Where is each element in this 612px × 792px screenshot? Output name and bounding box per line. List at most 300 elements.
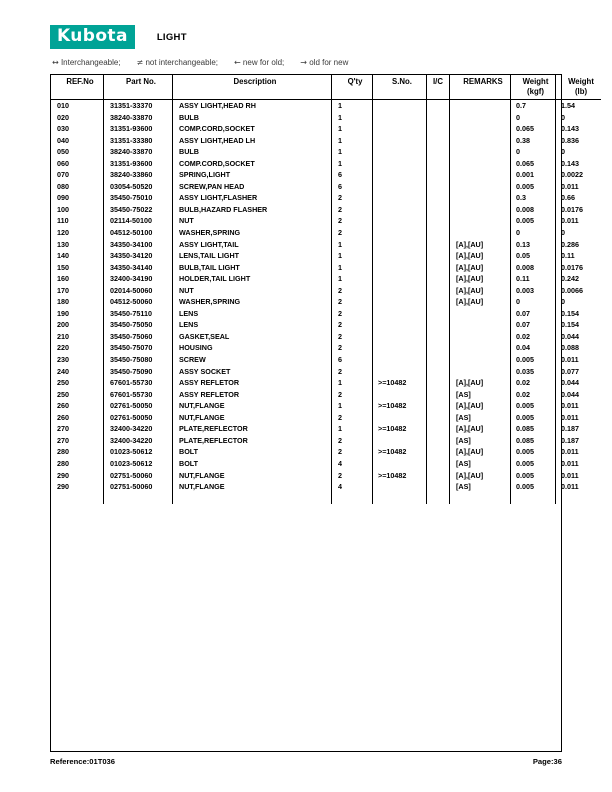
- weight-kgf-line1: Weight: [522, 77, 549, 86]
- cell-serial-no: [373, 366, 427, 378]
- table-row: [51, 435, 601, 447]
- right-arrow-icon: →: [300, 58, 307, 67]
- table-row: [51, 273, 601, 285]
- cell-qty: 1: [332, 400, 373, 412]
- cell-weight-kgf: 0.065: [511, 158, 556, 170]
- parts-table-head: [51, 75, 601, 100]
- table-row: [51, 308, 601, 320]
- cell-ic: [427, 481, 450, 493]
- cell-qty: 1: [332, 123, 373, 135]
- cell-remarks: [A],[AU]: [450, 285, 511, 297]
- cell-description: BOLT: [173, 458, 332, 470]
- cell-serial-no: [373, 215, 427, 227]
- cell-ic: [427, 204, 450, 216]
- table-row: [51, 250, 601, 262]
- cell-weight-lb: 0.187: [556, 423, 602, 435]
- cell-weight-kgf: 0.085: [511, 435, 556, 447]
- cell-ref-no: 260: [57, 401, 69, 411]
- cell-serial-no: >=10482: [373, 470, 427, 482]
- cell-weight-lb: 0.011: [556, 458, 602, 470]
- table-row: [51, 181, 601, 193]
- column-header-qty: Q'ty: [332, 75, 373, 100]
- cell-weight-kgf: 0.13: [511, 239, 556, 251]
- cell-description: PLATE,REFLECTOR: [173, 435, 332, 447]
- cell-description: NUT,FLANGE: [173, 470, 332, 482]
- cell-weight-kgf: 0.05: [511, 250, 556, 262]
- parts-table-container: [50, 74, 594, 752]
- cell-weight-kgf: 0.008: [511, 204, 556, 216]
- cell-weight-lb: 0.011: [556, 446, 602, 458]
- cell-qty: 2: [332, 204, 373, 216]
- table-row: [51, 342, 601, 354]
- table-row: [51, 123, 601, 135]
- cell-qty: 2: [332, 435, 373, 447]
- cell-weight-lb: 0.286: [556, 239, 602, 251]
- cell-ref-no: 140: [57, 251, 69, 261]
- cell-ic: [427, 192, 450, 204]
- cell-description: LENS,TAIL LIGHT: [173, 250, 332, 262]
- cell-serial-no: [373, 239, 427, 251]
- cell-remarks: [A],[AU]: [450, 400, 511, 412]
- cell-qty: 6: [332, 169, 373, 181]
- cell-ic: [427, 169, 450, 181]
- kubota-logo: [50, 25, 135, 49]
- cell-qty: 1: [332, 273, 373, 285]
- legend-item-interchangeable: [52, 58, 121, 67]
- cell-weight-kgf: 0: [511, 146, 556, 158]
- cell-description: BULB,TAIL LIGHT: [173, 262, 332, 274]
- cell-serial-no: [373, 181, 427, 193]
- cell-ic: [427, 435, 450, 447]
- cell-description: SCREW,PAN HEAD: [173, 181, 332, 193]
- cell-serial-no: [373, 123, 427, 135]
- cell-weight-kgf: 0.02: [511, 389, 556, 401]
- cell-part-no: 31351-93600: [104, 158, 173, 170]
- cell-part-no: 34350-34120: [104, 250, 173, 262]
- cell-ref-no: 230: [57, 355, 69, 365]
- cell-ic: [427, 296, 450, 308]
- cell-weight-kgf: 0.035: [511, 366, 556, 378]
- cell-part-no: 34350-34100: [104, 239, 173, 251]
- cell-weight-lb: 0.154: [556, 319, 602, 331]
- legend: [52, 58, 564, 67]
- cell-qty: 2: [332, 285, 373, 297]
- cell-weight-kgf: 0.005: [511, 215, 556, 227]
- table-row: [51, 446, 601, 458]
- cell-ref-no: 080: [57, 181, 69, 191]
- cell-weight-kgf: 0.065: [511, 123, 556, 135]
- cell-serial-no: [373, 296, 427, 308]
- column-header-ic: I/C: [427, 75, 450, 100]
- cell-remarks: [A],[AU]: [450, 262, 511, 274]
- cell-part-no: 67601-55730: [104, 389, 173, 401]
- cell-qty: 1: [332, 135, 373, 147]
- cell-weight-kgf: 0.008: [511, 262, 556, 274]
- parts-table-filler: [51, 493, 601, 505]
- cell-serial-no: >=10482: [373, 423, 427, 435]
- cell-ic: [427, 446, 450, 458]
- cell-qty: 4: [332, 481, 373, 493]
- cell-remarks: [450, 331, 511, 343]
- cell-ref-no: 270: [57, 424, 69, 434]
- cell-part-no: 38240-33870: [104, 146, 173, 158]
- cell-weight-lb: 0.011: [556, 400, 602, 412]
- cell-part-no: 01023-50612: [104, 458, 173, 470]
- cell-remarks: [450, 192, 511, 204]
- cell-weight-lb: 0.011: [556, 215, 602, 227]
- cell-ref-no: 250: [57, 378, 69, 388]
- cell-qty: 1: [332, 239, 373, 251]
- cell-ic: [427, 158, 450, 170]
- table-row: [51, 366, 601, 378]
- table-row: [51, 239, 601, 251]
- cell-part-no: 04512-50060: [104, 296, 173, 308]
- cell-ref-no: 170: [57, 285, 69, 295]
- cell-part-no: 67601-55730: [104, 377, 173, 389]
- legend-label: Interchangeable;: [60, 58, 121, 67]
- bidirectional-arrow-icon: ↔: [52, 58, 59, 67]
- cell-remarks: [AS]: [450, 481, 511, 493]
- cell-part-no: 02751-50060: [104, 470, 173, 482]
- cell-ic: [427, 123, 450, 135]
- cell-ref-no: 190: [57, 308, 69, 318]
- cell-serial-no: [373, 250, 427, 262]
- footer-reference: Reference:01T036: [50, 757, 116, 766]
- cell-remarks: [450, 181, 511, 193]
- cell-weight-lb: 1.54: [556, 100, 602, 112]
- cell-weight-lb: 0.11: [556, 250, 602, 262]
- cell-part-no: 38240-33860: [104, 169, 173, 181]
- filler-cell: [51, 493, 104, 505]
- cell-ref-no: 070: [57, 170, 69, 180]
- cell-serial-no: [373, 227, 427, 239]
- table-row: [51, 169, 601, 181]
- legend-label: new for old;: [242, 58, 285, 67]
- cell-ref-no: 100: [57, 204, 69, 214]
- cell-qty: 4: [332, 458, 373, 470]
- cell-description: COMP.CORD,SOCKET: [173, 158, 332, 170]
- cell-part-no: 02761-50050: [104, 412, 173, 424]
- legend-item-not-interchangeable: [137, 58, 218, 67]
- cell-ref-no: 290: [57, 470, 69, 480]
- footer-page-number: Page:36: [532, 757, 562, 766]
- column-header-ref-no: REF.No: [51, 75, 104, 100]
- cell-remarks: [450, 112, 511, 124]
- cell-part-no: 35450-75060: [104, 331, 173, 343]
- cell-part-no: 38240-33870: [104, 112, 173, 124]
- cell-serial-no: >=10482: [373, 400, 427, 412]
- column-header-remarks: REMARKS: [450, 75, 511, 100]
- cell-weight-kgf: 0.02: [511, 331, 556, 343]
- page-footer: [50, 757, 562, 766]
- cell-ic: [427, 112, 450, 124]
- cell-part-no: 32400-34190: [104, 273, 173, 285]
- cell-ic: [427, 262, 450, 274]
- table-row: [51, 100, 601, 112]
- cell-weight-lb: 0.011: [556, 481, 602, 493]
- cell-ic: [427, 400, 450, 412]
- cell-serial-no: [373, 308, 427, 320]
- cell-qty: 1: [332, 100, 373, 112]
- cell-ref-no: 120: [57, 228, 69, 238]
- cell-part-no: 03054-50520: [104, 181, 173, 193]
- cell-ref-no: 280: [57, 447, 69, 457]
- cell-part-no: 01023-50612: [104, 446, 173, 458]
- cell-remarks: [A],[AU]: [450, 423, 511, 435]
- cell-description: NUT: [173, 215, 332, 227]
- cell-description: NUT,FLANGE: [173, 400, 332, 412]
- cell-ref-no: 160: [57, 274, 69, 284]
- cell-ic: [427, 135, 450, 147]
- column-header-part-no: Part No.: [104, 75, 173, 100]
- cell-ref-no: 200: [57, 320, 69, 330]
- cell-ref-no: 280: [57, 458, 69, 468]
- cell-weight-kgf: 0.005: [511, 412, 556, 424]
- cell-weight-kgf: 0.085: [511, 423, 556, 435]
- cell-serial-no: [373, 135, 427, 147]
- cell-serial-no: [373, 146, 427, 158]
- cell-ic: [427, 146, 450, 158]
- cell-qty: 2: [332, 470, 373, 482]
- cell-weight-kgf: 0.001: [511, 169, 556, 181]
- cell-weight-lb: 0.044: [556, 331, 602, 343]
- cell-weight-lb: 0.242: [556, 273, 602, 285]
- cell-serial-no: [373, 354, 427, 366]
- cell-qty: 2: [332, 389, 373, 401]
- cell-description: ASSY LIGHT,TAIL: [173, 239, 332, 251]
- cell-ic: [427, 470, 450, 482]
- weight-lb-line1: Weight: [568, 77, 594, 86]
- cell-remarks: [A],[AU]: [450, 470, 511, 482]
- cell-qty: 1: [332, 158, 373, 170]
- cell-ic: [427, 354, 450, 366]
- cell-qty: 2: [332, 227, 373, 239]
- cell-description: NUT: [173, 285, 332, 297]
- cell-ref-no: 210: [57, 331, 69, 341]
- table-row: [51, 377, 601, 389]
- table-row: [51, 354, 601, 366]
- cell-weight-kgf: 0.005: [511, 446, 556, 458]
- cell-remarks: [450, 146, 511, 158]
- cell-remarks: [450, 123, 511, 135]
- cell-description: ASSY LIGHT,HEAD LH: [173, 135, 332, 147]
- cell-ref-no: 220: [57, 343, 69, 353]
- cell-part-no: 02751-50060: [104, 481, 173, 493]
- cell-qty: 1: [332, 262, 373, 274]
- cell-remarks: [A],[AU]: [450, 273, 511, 285]
- cell-description: WASHER,SPRING: [173, 227, 332, 239]
- cell-qty: 6: [332, 181, 373, 193]
- cell-ref-no: 260: [57, 412, 69, 422]
- cell-remarks: [450, 308, 511, 320]
- cell-part-no: 35450-75110: [104, 308, 173, 320]
- table-row: [51, 389, 601, 401]
- cell-weight-lb: 0: [556, 146, 602, 158]
- cell-weight-kgf: 0: [511, 112, 556, 124]
- cell-ic: [427, 331, 450, 343]
- cell-serial-no: >=10482: [373, 377, 427, 389]
- table-row: [51, 262, 601, 274]
- cell-ref-no: 040: [57, 135, 69, 145]
- cell-description: SCREW: [173, 354, 332, 366]
- cell-qty: 2: [332, 319, 373, 331]
- cell-part-no: 35450-75050: [104, 319, 173, 331]
- cell-description: SPRING,LIGHT: [173, 169, 332, 181]
- cell-description: LENS: [173, 319, 332, 331]
- cell-part-no: 35450-75022: [104, 204, 173, 216]
- cell-weight-kgf: 0.7: [511, 100, 556, 112]
- cell-remarks: [450, 135, 511, 147]
- cell-remarks: [AS]: [450, 389, 511, 401]
- cell-description: NUT,FLANGE: [173, 412, 332, 424]
- cell-weight-lb: 0.011: [556, 181, 602, 193]
- cell-weight-lb: 0.011: [556, 412, 602, 424]
- cell-serial-no: [373, 412, 427, 424]
- cell-qty: 1: [332, 250, 373, 262]
- table-row: [51, 470, 601, 482]
- cell-weight-kgf: 0.02: [511, 377, 556, 389]
- cell-weight-kgf: 0.005: [511, 181, 556, 193]
- legend-item-new-for-old: [234, 58, 284, 67]
- cell-qty: 1: [332, 112, 373, 124]
- cell-qty: 2: [332, 331, 373, 343]
- cell-weight-kgf: 0.005: [511, 400, 556, 412]
- cell-weight-lb: 0.154: [556, 308, 602, 320]
- cell-ic: [427, 100, 450, 112]
- cell-serial-no: [373, 435, 427, 447]
- cell-weight-kgf: 0.11: [511, 273, 556, 285]
- cell-ic: [427, 227, 450, 239]
- column-header-weight-lb: [556, 75, 602, 100]
- filler-cell: [173, 493, 332, 505]
- table-row: [51, 331, 601, 343]
- cell-part-no: 35450-75010: [104, 192, 173, 204]
- table-row: [51, 204, 601, 216]
- cell-weight-lb: 0.044: [556, 389, 602, 401]
- cell-serial-no: [373, 169, 427, 181]
- cell-ref-no: 180: [57, 297, 69, 307]
- cell-description: WASHER,SPRING: [173, 296, 332, 308]
- cell-description: HOUSING: [173, 342, 332, 354]
- cell-serial-no: [373, 112, 427, 124]
- cell-ref-no: 270: [57, 435, 69, 445]
- table-row: [51, 296, 601, 308]
- cell-ic: [427, 181, 450, 193]
- table-row: [51, 285, 601, 297]
- cell-serial-no: [373, 342, 427, 354]
- cell-ic: [427, 239, 450, 251]
- column-header-weight-kgf: [511, 75, 556, 100]
- cell-ref-no: 060: [57, 158, 69, 168]
- cell-weight-lb: 0.836: [556, 135, 602, 147]
- cell-remarks: [450, 227, 511, 239]
- cell-ic: [427, 342, 450, 354]
- cell-remarks: [450, 158, 511, 170]
- cell-description: BULB: [173, 112, 332, 124]
- cell-remarks: [450, 215, 511, 227]
- cell-ic: [427, 273, 450, 285]
- cell-ic: [427, 389, 450, 401]
- cell-remarks: [450, 204, 511, 216]
- cell-remarks: [450, 354, 511, 366]
- cell-weight-kgf: 0: [511, 227, 556, 239]
- cell-remarks: [450, 100, 511, 112]
- cell-part-no: 02114-50100: [104, 215, 173, 227]
- cell-ref-no: 110: [57, 216, 69, 226]
- cell-ic: [427, 308, 450, 320]
- cell-remarks: [AS]: [450, 412, 511, 424]
- cell-ref-no: 090: [57, 193, 69, 203]
- cell-remarks: [A],[AU]: [450, 377, 511, 389]
- cell-description: BULB,HAZARD FLASHER: [173, 204, 332, 216]
- cell-weight-kgf: 0.07: [511, 308, 556, 320]
- legend-item-old-for-new: [300, 58, 348, 67]
- cell-weight-lb: 0.0022: [556, 169, 602, 181]
- cell-weight-lb: 0: [556, 112, 602, 124]
- filler-cell: [427, 493, 450, 505]
- filler-cell: [511, 493, 556, 505]
- cell-serial-no: [373, 262, 427, 274]
- cell-qty: 2: [332, 412, 373, 424]
- cell-description: ASSY LIGHT,HEAD RH: [173, 100, 332, 112]
- cell-remarks: [A],[AU]: [450, 446, 511, 458]
- left-arrow-icon: ←: [233, 58, 241, 67]
- cell-qty: 2: [332, 192, 373, 204]
- table-row: [51, 319, 601, 331]
- cell-part-no: 32400-34220: [104, 435, 173, 447]
- table-filler-row: [51, 493, 601, 505]
- table-row: [51, 112, 601, 124]
- weight-kgf-line2: (kgf): [527, 86, 544, 96]
- cell-ic: [427, 377, 450, 389]
- cell-part-no: 35450-75080: [104, 354, 173, 366]
- cell-weight-kgf: 0.005: [511, 481, 556, 493]
- cell-ref-no: 150: [57, 262, 69, 272]
- cell-weight-lb: 0.187: [556, 435, 602, 447]
- cell-serial-no: [373, 285, 427, 297]
- cell-ic: [427, 319, 450, 331]
- cell-weight-kgf: 0.003: [511, 285, 556, 297]
- cell-ic: [427, 423, 450, 435]
- table-row: [51, 215, 601, 227]
- cell-qty: 2: [332, 308, 373, 320]
- table-row: [51, 400, 601, 412]
- cell-part-no: 31351-33370: [104, 100, 173, 112]
- filler-cell: [332, 493, 373, 505]
- cell-serial-no: [373, 458, 427, 470]
- table-row: [51, 158, 601, 170]
- column-header-serial-no: S.No.: [373, 75, 427, 100]
- cell-description: ASSY SOCKET: [173, 366, 332, 378]
- cell-ref-no: 050: [57, 147, 69, 157]
- filler-cell: [104, 493, 173, 505]
- cell-serial-no: [373, 273, 427, 285]
- cell-description: ASSY REFLETOR: [173, 389, 332, 401]
- cell-description: LENS: [173, 308, 332, 320]
- table-header-row: [51, 75, 601, 100]
- cell-description: GASKET,SEAL: [173, 331, 332, 343]
- cell-qty: 2: [332, 342, 373, 354]
- cell-qty: 6: [332, 354, 373, 366]
- cell-ref-no: 010: [57, 101, 69, 110]
- cell-remarks: [A],[AU]: [450, 239, 511, 251]
- cell-description: ASSY LIGHT,FLASHER: [173, 192, 332, 204]
- table-row: [51, 227, 601, 239]
- cell-part-no: 02761-50050: [104, 400, 173, 412]
- filler-cell: [556, 493, 602, 505]
- cell-ic: [427, 215, 450, 227]
- cell-remarks: [450, 319, 511, 331]
